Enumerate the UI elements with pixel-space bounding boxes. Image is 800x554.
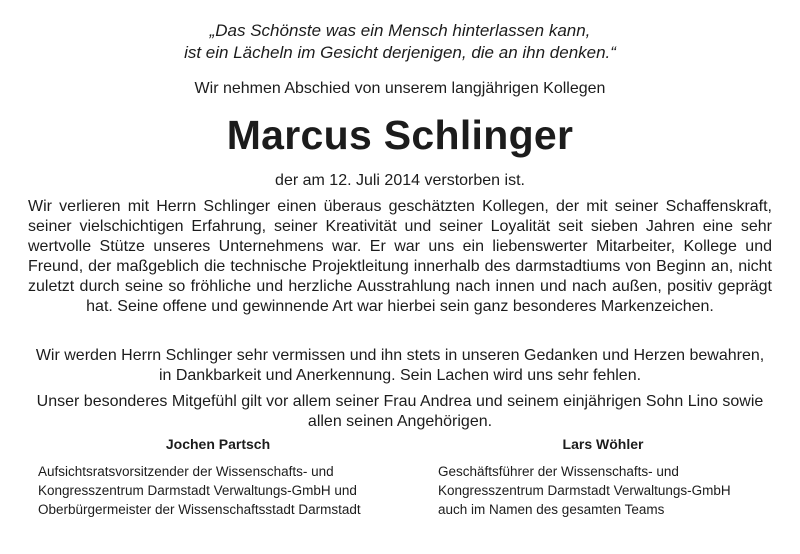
remembrance-paragraph bbox=[28, 346, 772, 386]
signatory-name: Jochen Partsch bbox=[165, 436, 271, 452]
intro-text: Wir nehmen Abschied von unserem langjährigen Kollegen bbox=[194, 80, 606, 97]
title-line: Geschäftsführer der Wissenschafts- und bbox=[438, 464, 679, 479]
quote-line-2: ist ein Lächeln im Gesicht derjenigen, die an ihn denken.“ bbox=[184, 43, 616, 62]
paragraph-1: Wir verlieren mit Herrn Schlinger einen überaus geschätzten Kollegen, der mit seiner Schaffenskraft, seiner vielschichtigen Erfahrung, seiner Kreativität und seiner Loyalität seit sieben Jahren eine sehr wertvolle Stütze unseres Unternehmens war. Er war uns ein liebenswerter Mitarbeiter, Kollege und Freund, der maßgeblich die technische Projektleitung innerhalb des darmstadtiums von Beginn an, nicht zuletzt durch seine so fröhliche und herzliche Ausstrahlung nach innen und nach außen, positiv geprägt hat. Seine offene und gewinnende Art war hierbei sein ganz besonderes Markenzeichen. bbox=[28, 198, 772, 315]
signatory-left bbox=[38, 435, 418, 519]
title-line: Oberbürgermeister der Wissenschaftsstadt Darmstadt bbox=[38, 502, 361, 517]
title-line: auch im Namen des gesamten Teams bbox=[438, 502, 665, 517]
signatory-name: Lars Wöhler bbox=[562, 436, 644, 452]
quote-line-1: „Das Schönste was ein Mensch hinterlassen kann, bbox=[209, 21, 591, 40]
signatory-title bbox=[438, 462, 778, 519]
title-line: Aufsichtsratsvorsitzender der Wissenschafts- und bbox=[38, 464, 334, 479]
deceased-name: Marcus Schlinger bbox=[226, 112, 574, 158]
title-line: Kongresszentrum Darmstadt Verwaltungs-GmbH und bbox=[38, 483, 357, 498]
tribute-paragraph bbox=[28, 197, 772, 317]
paragraph-2: Wir werden Herrn Schlinger sehr vermissen und ihn stets in unseren Gedanken und Herzen bewahren, in Dankbarkeit und Anerkennung. Sein Lachen wird uns sehr fehlen. bbox=[35, 347, 765, 384]
memorial-quote bbox=[0, 20, 800, 64]
death-date-text: der am 12. Juli 2014 verstorben ist. bbox=[275, 172, 525, 189]
condolence-paragraph bbox=[28, 392, 772, 432]
signatory-right bbox=[438, 435, 778, 519]
paragraph-3: Unser besonderes Mitgefühl gilt vor allem seiner Frau Andrea und seinem einjährigen Sohn Lino sowie allen seinen Angehörigen. bbox=[36, 393, 764, 430]
signatory-title bbox=[38, 462, 418, 519]
title-line: Kongresszentrum Darmstadt Verwaltungs-GmbH bbox=[438, 483, 731, 498]
